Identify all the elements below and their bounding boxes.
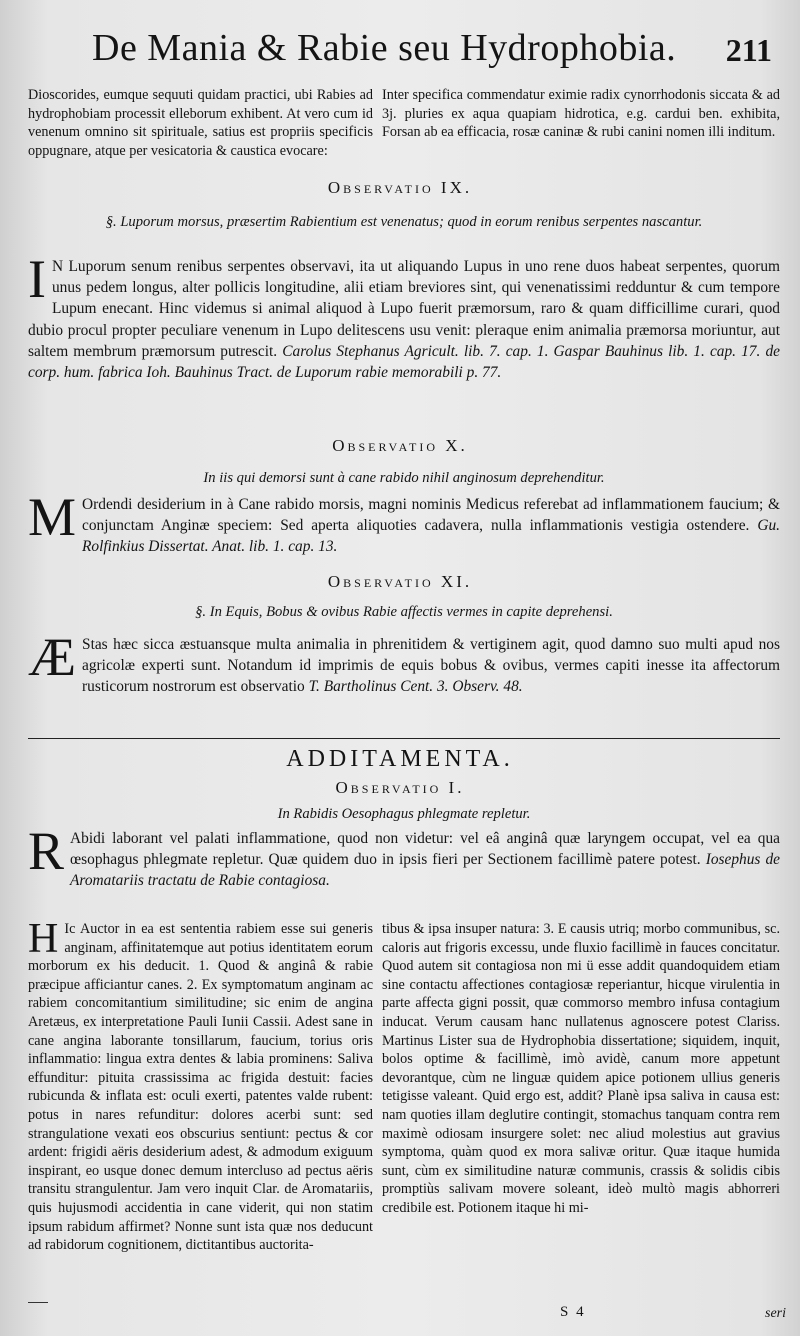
commentary-right-column: [382, 920, 780, 1218]
observation-11-citation: T. Bartholinus Cent. 3. Observ. 48.: [308, 678, 523, 696]
commentary-right-text: tibus & ipsa insuper natura: 3. E causis utriq; morbo communibus, sc. caloris aut frigoris excessu, unde fluxio facillimè in fauces concitatur. Quod autem sit contagiosa non mi ü esse addit quandoquidem etiam sine contactu affectiones contagiosæ reperiantur, hicque virulentia in parte affecta gigni possit, quæ commorso membro infusa contagium inducat. Verum causam hanc nullatenus agnoscere potest Clariss. Martinus Lister sua de Hydrophobia dissertatione; siquidem, inquit, bolos optime & facillimè, imò avidè, canum more appetunt devorantque, cùm ne linguæ quidem apice potionem ullius generis tetigisse valeant. Quid ergo est, addit? Planè ipsa saliva in causa est: nam quoties illam deglutire contingit, stomachus tanquam contra rem maximè odiosam insurgere solet: nec aliud molestius aut gravius symptoma, quàm quod ex mora salivæ oritur. Quæ itaque humida sunt, cùm ex similitudine naturæ communis, crassis & solidis cibis promptiùs salivam movere soleant, ideò multò magis abhorreri credibile est. Potionem itaque hi mi-: [382, 921, 780, 1216]
observation-9-citation: Carolus Stephanus Agricult. lib. 7. cap. 1. Gaspar Bauhinus lib. 1. cap. 17. de corp. hum. fabrica Ioh. Bauhinus Tract. de Luporum rabie memorabili p. 77.: [28, 342, 780, 382]
top-right-column: [382, 86, 780, 142]
observation-10-heading: Observatio X.: [332, 436, 468, 455]
running-title: De Mania & Rabie seu Hydrophobia.: [92, 27, 677, 69]
commentary-left-text: Ic Auctor in ea est sententia rabiem esse sui generis anginam, affinitatemque aut potius identitatem eorum morborum ex his deducit. 1. Quod & anginâ & rabie præcipue afficiantur canes. 2. Ex symptomatum anginam ac rabiem concomitantium similitudine; sic enim de angina Aretæus, ex interpretatione Pauli Iunii Cassii. Adest sane in cane angina laborante tonsillarum, faucium, torius oris inflammatio: lingua extra dentes & labia prominens: Saliva effunditur: pituita crassissima ac frigida destuit: facies rubicunda & inflata est: oculi exerti, patentes valde rubent: potus in nares refunditur: dolores acerbi sunt: sed strangulatione vexati eos obscurius sentiunt: pectus & cor ardent: frigidi aëris desiderium adest, & admodum exiguum inspirant, eo usque donec demum intercluso ad pectus aëris transitu strangulentur. Jam vero inquit Clar. de Aromatariis, quis hujusmodi accidentia in cane viderit, qui non statim ipsum rabidum affirmet? Nonne sunt ista quæ nos deducunt ad rabidorum cognitionem, dictitantibus auctorita-: [28, 921, 373, 1254]
observation-10-summary: In iis qui demorsi sunt à cane rabido nihil anginosum deprehenditur.: [203, 470, 605, 486]
observation-9-dropcap: I: [28, 249, 46, 309]
additamenta-citation: Iosephus de Aromatariis tractatu de Rabie contagiosa.: [70, 851, 780, 890]
observation-10-citation: Gu. Rolfinkius Dissertat. Anat. lib. 1. cap. 13.: [82, 517, 780, 556]
additamenta-dropcap: R: [28, 821, 65, 881]
page-number: 211: [725, 32, 772, 68]
additamenta-text: Abidi laborant vel palati inflammatione, quod non videtur: vel eâ anginâ quæ laryngem occupat, vel ea qua œsophagus phlegmate repletur. Quæ quidem duo in ipsis fieri per Sectionem facillimè patere potest.: [70, 830, 780, 869]
observation-11-summary: §. In Equis, Bobus & ovibus Rabie affectis vermes in capite deprehensi.: [195, 604, 613, 620]
observation-10-body: [28, 487, 780, 558]
section-divider: [28, 738, 780, 739]
observation-10-text: Ordendi desiderium in à Cane rabido morsis, magni nominis Medicus referebat ad inflammationem faucium; & conjunctam Anginæ speciem: Sed aperta aliquoties cadavera, nulla inflammationis vestigia ostendere.: [82, 496, 780, 535]
observation-11-heading: Observatio XI.: [327, 572, 473, 591]
observation-11-body: [28, 627, 780, 698]
top-left-column: [28, 86, 373, 160]
catchword: seri: [765, 1306, 786, 1321]
observation-9-text: N Luporum senum renibus serpentes observavi, ita ut aliquando Lupus in uno rene duos habeat serpentes, quorum unus pedem longus, alter pollicis longitudine, alii etiam breviores sint, qui venenatissimi redduntur & cum tempore Lupum enecant. Hinc videmus si animal aliquod à Lupo fuerit præmorsum, raro & quam difficillime curari, quod dubio procul propter peculiare venenum in Lupo delitescens usu venit: pleraque enim animalia præmorsa moriuntur, aut saltem membrum præmorsum putrescit.: [28, 258, 780, 360]
observation-10-dropcap: M: [28, 487, 77, 547]
commentary-dropcap: H: [28, 916, 59, 962]
additamenta-summary: In Rabidis Oesophagus phlegmate repletur.: [277, 806, 531, 822]
observation-11-text: Stas hæc sicca æstuansque multa animalia in phrenitidem & vertiginem agit, quod damno suo multi apud nos agricolæ experti sunt. Notandum id imprimis de equis bobus & ovibus, vermes capiti inesse ita affectorum rusticorum nostrorum est observatio: [82, 636, 780, 696]
signature-mark: S 4: [560, 1304, 586, 1320]
page-footer: [0, 1296, 800, 1330]
additamenta-title: ADDITAMENTA.: [286, 746, 514, 772]
footer-rule: [28, 1302, 48, 1303]
observation-11-dropcap: Æ: [28, 627, 77, 687]
top-right-text: Inter specifica commendatur eximie radix cynorrhodonis siccata & ad 3j. pluries ex aqua quapiam hidrotica, e.g. cardui ben. exhibita, Forsan ab ea efficacia, rosæ caninæ & rubi canini nomen illi inditum.: [382, 87, 780, 141]
observation-9-heading: Observatio IX.: [327, 178, 473, 197]
top-left-text: Dioscorides, eumque sequuti quidam practici, ubi Rabies ad hydrophobiam processit elleborum exhibent. At vero cum id venenum omnino sit spirituale, satius est propriis specificis oppugnare, atque per vesicatoria & caustica evocare:: [28, 87, 373, 159]
observation-9-body: [28, 249, 780, 383]
page-header: [0, 26, 800, 76]
additamenta-body: [28, 821, 780, 892]
additamenta-observation-heading: Observatio I.: [335, 778, 465, 797]
observation-9-summary: §. Luporum morsus, præsertim Rabientium est venenatus; quod in eorum renibus serpentes nascantur.: [105, 214, 703, 230]
commentary-left-column: [28, 916, 373, 1255]
